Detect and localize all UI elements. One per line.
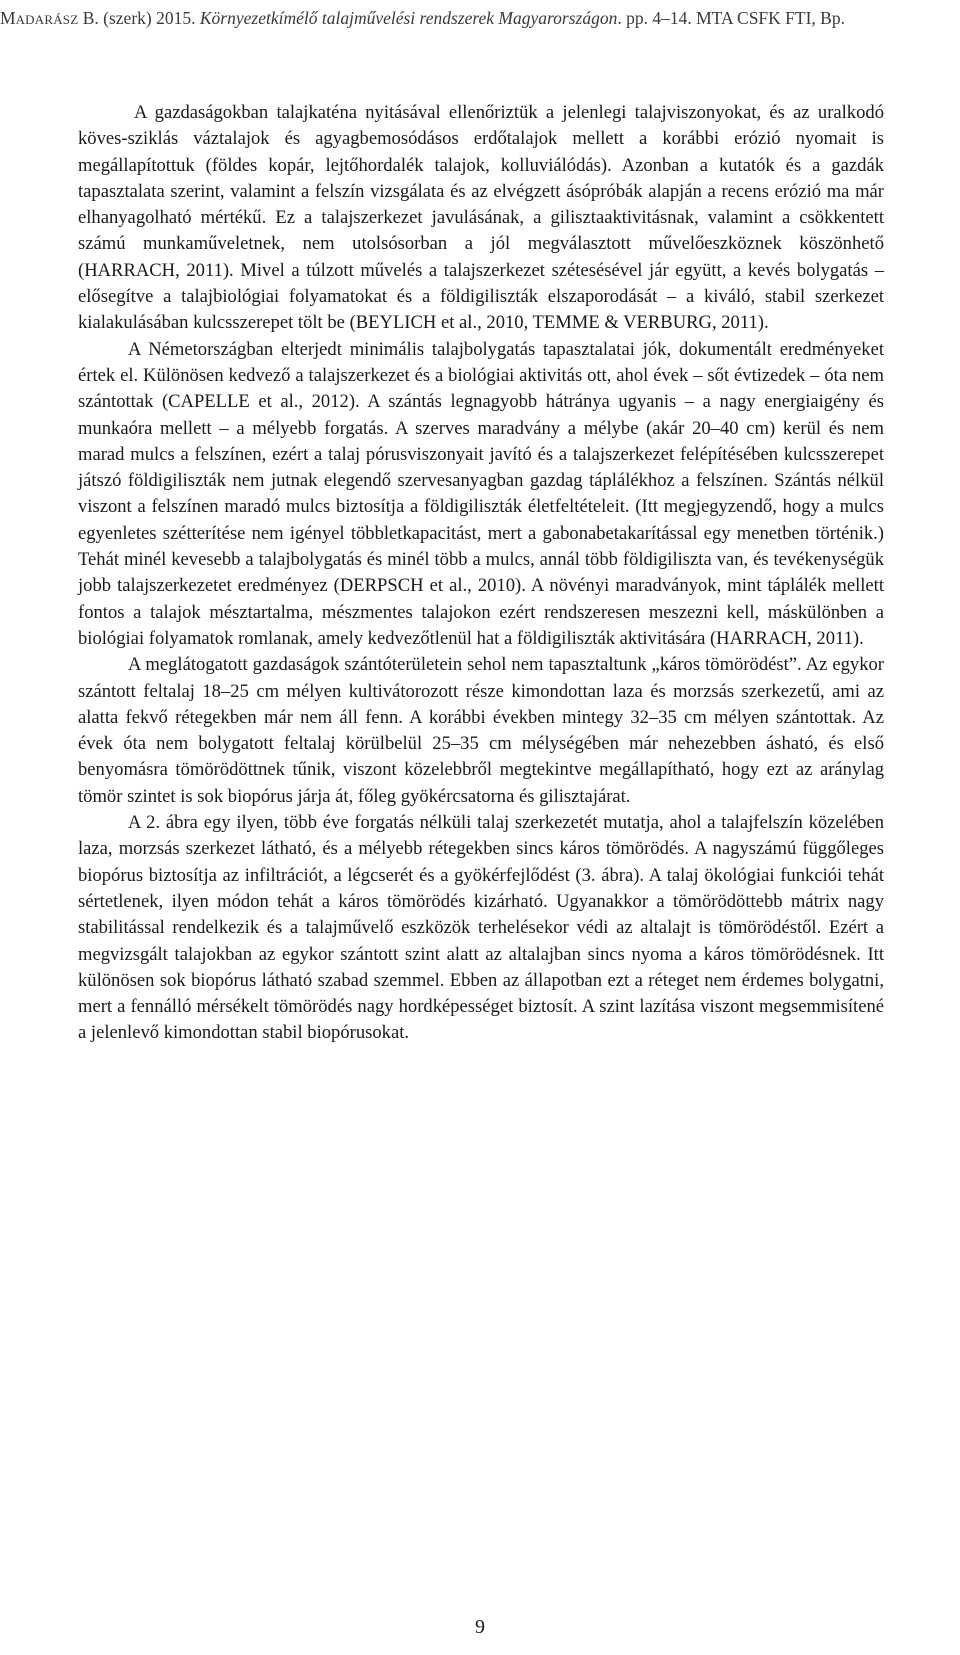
paragraph-2: A Németországban elterjedt minimális talajbolygatás tapasztalatai jók, dokumentált eredményeket értek el. Különösen kedvező a talajszerkezet és a biológiai aktivitás ott, ahol évek – sőt évtizedek – óta nem szántottak (CAPELLE et al., 2012). A szántás legnagyobb hátránya ugyanis – a nagy energiaigény és munkaóra mellett – a mélyebb forgatás. A szerves maradvány a mélybe (akár 20–40 cm) kerül és nem marad mulcs a felszínen, ezért a talaj pórusviszonyait javító és a talajszerkezet felépítésében kulcsszerepet játszó földigiliszták nem jutnak elegendő szervesanyagban gazdag táplálékhoz a felszínen. Szántás nélkül viszont a felszínen maradó mulcs biztosítja a földigiliszták életfeltételeit. (Itt megjegyzendő, hogy a mulcs egyenletes szétterítése nem igényel többletkapacitást, mert a gabonabetakarítással egy menetben történik.) Tehát minél kevesebb a talajbolygatás és minél több a mulcs, annál több földigiliszta van, és tevékenységük jobb talajszerkezetet eredményez (DERPSCH et al., 2010). A növényi maradványok, mint táplálék mellett fontos a talajok mésztartalma, mészmentes talajokon ezért rendszeresen meszezni kell, máskülönben a biológiai folyamatok romlanak, amely kedvezőtlenül hat a földigiliszták aktivitására (HARRACH, 2011). bbox=[78, 338, 884, 649]
header-author-name: ADARÁSZ bbox=[15, 12, 79, 27]
paragraph-1: A gazdaságokban talajkaténa nyitásával ellenőriztük a jelenlegi talajviszonyokat, és az uralkodó köves-sziklás váztalajok és agyagbemosódásos erdőtalajok mellett a korábbi erózió nyomait is megállapítottuk (földes kopár, lejtőhordalék talajok, kolluviálódás). Azonban a kutatók és a gazdák tapasztalata szerint, valamint a felszín vizsgálata és az elvégzett ásópróbák alapján a recens erózió ma már elhanyagolható mértékű. Ez a talajszerkezet javulásának, a gilisztaaktivitásnak, valamint a csökkentett számú munkaműveletnek, nem utolsósorban a jól megválasztott művelőeszköznek köszönhető (HARRACH, 2011). Mivel a túlzott művelés a talajszerkezet szétesésével jár együtt, a kevés bolygatás – elősegítve a talajbiológiai folyamatokat és a földigiliszták elszaporodását – a kiváló, stabil szerkezet kialakulásában kulcsszerepet tölt be (BEYLICH et al., 2010, TEMME & VERBURG, 2011). bbox=[78, 102, 884, 334]
page-number: 9 bbox=[475, 1616, 485, 1638]
running-header bbox=[0, 6, 960, 32]
paragraph-3: A meglátogatott gazdaságok szántóterületein sehol nem tapasztaltunk „káros tömörödést”. Az egykor szántott feltalaj 18–25 cm mélyen kultivátorozott része kimondottan laza és morzsás szerkezetű, ami az alatta fekvő rétegekben már nem áll fenn. A korábbi években mintegy 32–35 cm mélyen szántottak. Az évek óta nem bolygatott feltalaj körülbelül 25–35 cm mélységében már nehezebben ásható, és első benyomásra tömörödöttnek tűnik, viszont közelebbről megtekintve megállapítható, hogy ezt az aránylag tömör szintet is sok biopórus járja át, főleg gyökércsatorna és gilisztajárat. bbox=[78, 654, 884, 807]
paragraph-4: A 2. ábra egy ilyen, több éve forgatás nélküli talaj szerkezetét mutatja, ahol a talajfelszín közelében laza, morzsás szerkezet látható, és a mélyebb rétegekben sincs káros tömörödés. A nagyszámú függőleges biopórus biztosítja az infiltrációt, a légcserét és a gyökérfejlődést (3. ábra). A talaj ökológiai funkciói tehát sértetlenek, ilyen módon tehát a káros tömörödés kizárható. Ugyanakkor a tömörödöttebb mátrix nagy stabilitással rendelkezik és a talajművelő eszközök terhelésekor védi az altalajt is tömörödéstől. Ezért a megvizsgált talajokban az egykor szántott szint alatt az altalajban sincs nyoma a káros tömörödésnek. Itt különösen sok biopórus látható szabad szemmel. Ebben az állapotban ezt a réteget nem érdemes bolygatni, mert a fennálló mérsékelt tömörödés nagy hordképességet biztosít. A szint lazítása viszont megsemmisítené a jelenlevő kimondottan stabil biopórusokat. bbox=[78, 812, 884, 1044]
body-text bbox=[78, 100, 884, 1047]
header-book-title: Környezetkímélő talajművelési rendszerek Magyarországon bbox=[199, 8, 618, 28]
header-author-suffix: B. (szerk) 2015. bbox=[78, 8, 200, 28]
header-pages: . pp. 4–14. MTA CSFK FTI, Bp. bbox=[617, 8, 845, 28]
header-author-initial: M bbox=[0, 8, 16, 28]
